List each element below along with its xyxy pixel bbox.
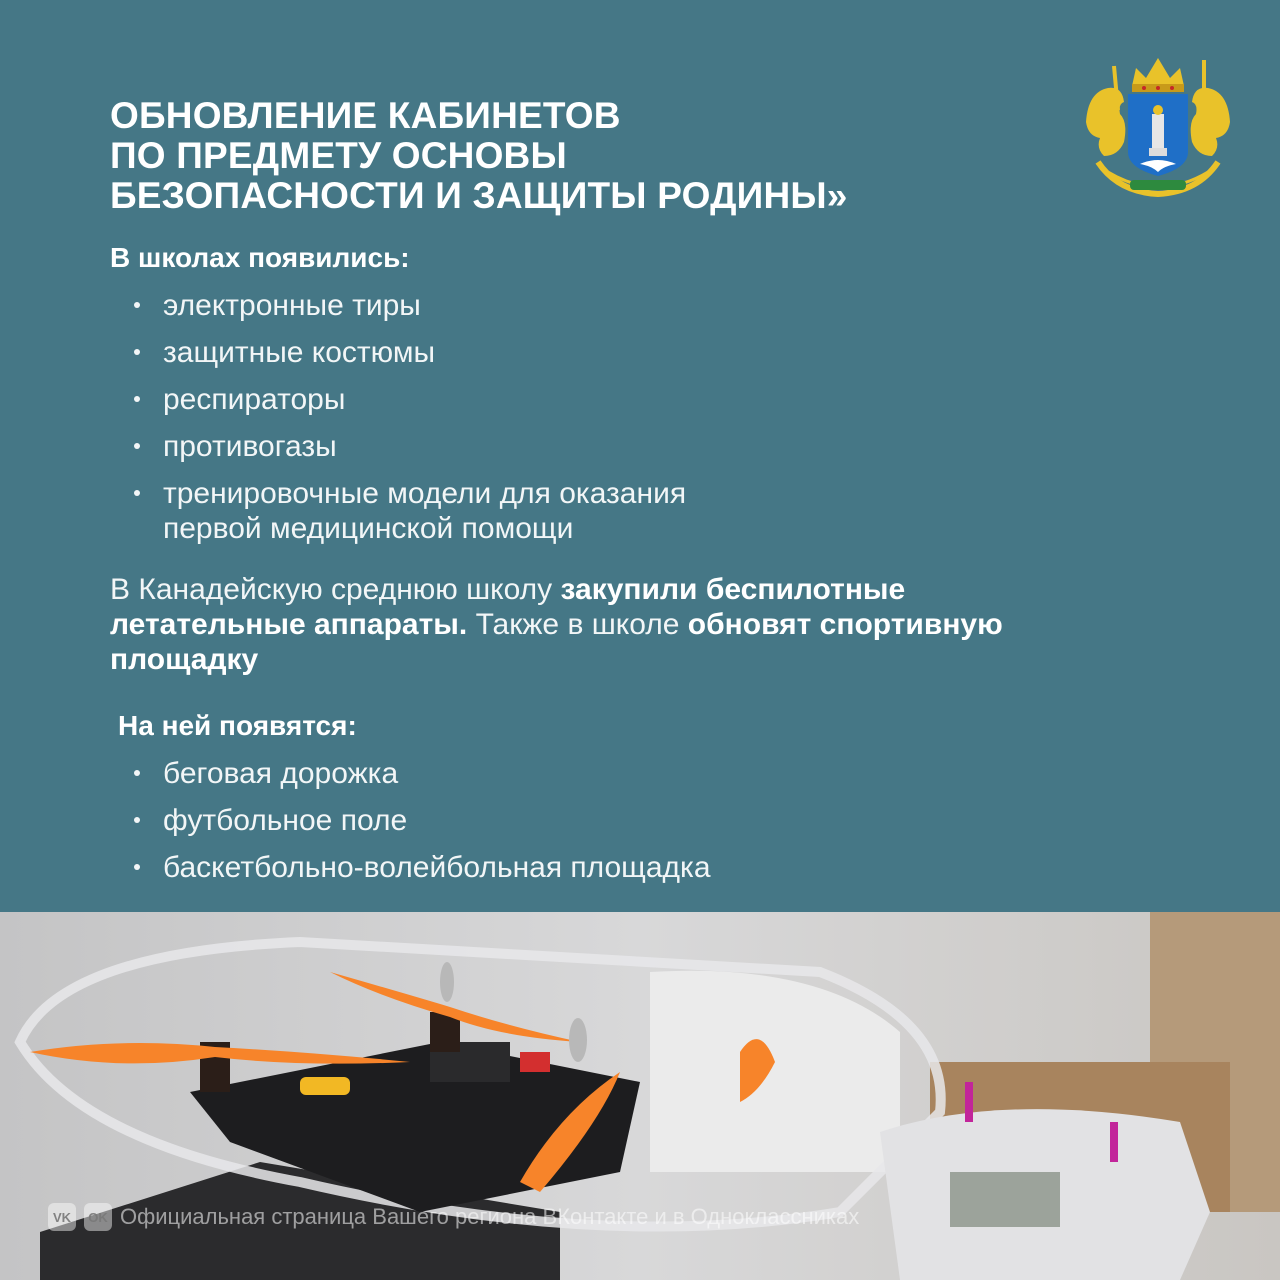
page-title (110, 96, 848, 216)
schools-items-list (110, 288, 686, 546)
sports-heading: На ней появятся: (118, 710, 357, 741)
list-item: электронные тиры (110, 288, 686, 323)
bullet-icon (134, 817, 140, 823)
coat-of-arms-icon (1078, 52, 1238, 204)
title-line-3: БЕЗОПАСНОСТИ И ЗАЩИТЫ РОДИНЫ» (110, 175, 848, 216)
sports-items-list (110, 756, 711, 885)
list-item: тренировочные модели для оказания первой медицинской помощи (110, 476, 686, 546)
bullet-icon (134, 864, 140, 870)
list-item: защитные костюмы (110, 335, 686, 370)
odnoklassniki-icon: OK (84, 1203, 112, 1231)
list-item: противогазы (110, 429, 686, 464)
vk-icon: VK (48, 1203, 76, 1231)
bullet-icon (134, 490, 140, 496)
watermark (48, 1203, 859, 1231)
bullet-icon (134, 770, 140, 776)
list-item: респираторы (110, 382, 686, 417)
list-item: беговая дорожка (110, 756, 711, 791)
list-item: футбольное поле (110, 803, 711, 838)
bullet-icon (134, 302, 140, 308)
schools-heading: В школах появились: (110, 242, 410, 273)
title-line-1: ОБНОВЛЕНИЕ КАБИНЕТОВ (110, 95, 621, 136)
list-item: баскетбольно-волейбольная площадка (110, 850, 711, 885)
watermark-text: Официальная страница Вашего региона ВКонтакте и в Одноклассниках (120, 1204, 860, 1229)
title-line-2: ПО ПРЕДМЕТУ ОСНОВЫ (110, 135, 567, 176)
drones-paragraph: В Канадейскую среднюю школу закупили беспилотные летательные аппараты. Также в школе обновят спортивную площадку (110, 573, 1003, 676)
bullet-icon (134, 396, 140, 402)
bullet-icon (134, 349, 140, 355)
bullet-icon (134, 443, 140, 449)
